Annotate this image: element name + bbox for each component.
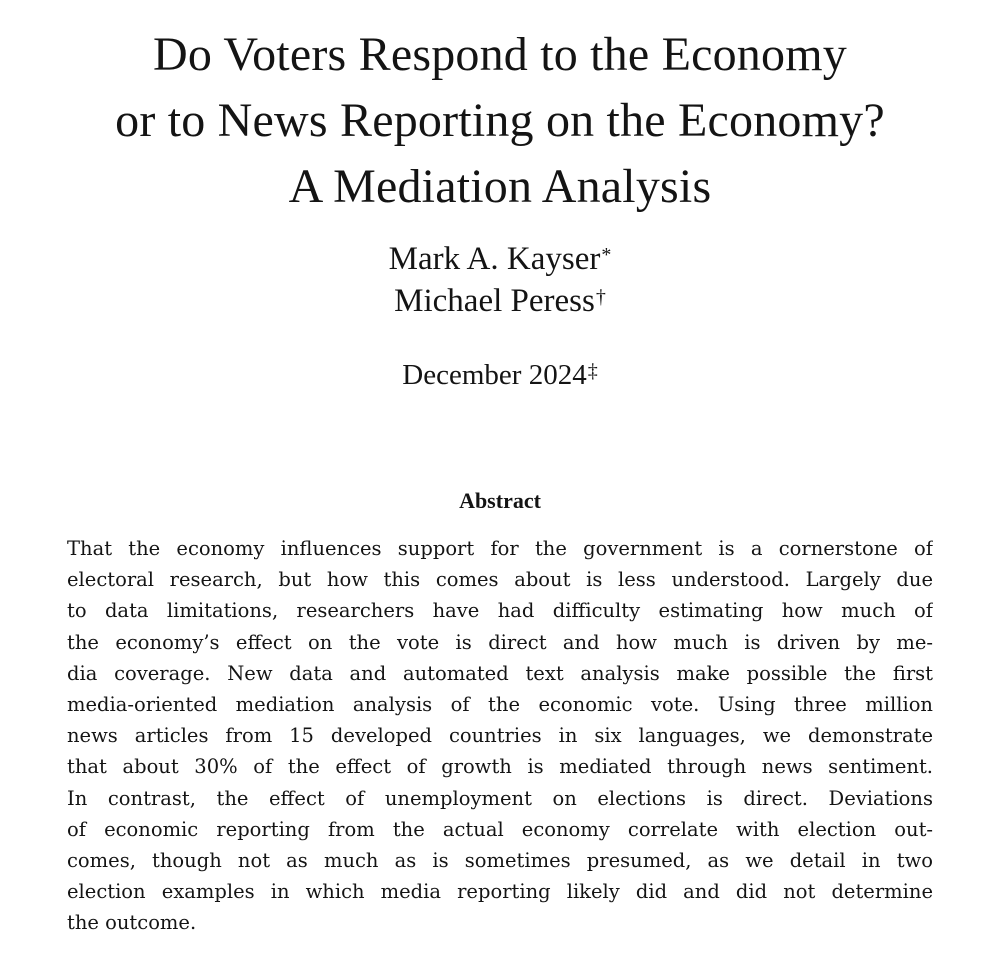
abstract-line: news articles from 15 developed countries in six languages, we demonstrate [67, 724, 933, 748]
abstract-line: In contrast, the effect of unemployment on elections is direct. Deviations [67, 786, 933, 810]
abstract-line: the economy’s effect on the vote is direct and how much is driven by me- [67, 630, 933, 654]
author-1 [0, 238, 1000, 280]
title-line-3: A Mediation Analysis [288, 160, 712, 213]
author-2 [0, 280, 1000, 322]
paper-title [0, 22, 1000, 220]
abstract-body [67, 533, 933, 938]
abstract-line: That the economy influences support for the government is a cornerstone of [67, 537, 933, 560]
abstract-line: election examples in which media reporting likely did and did not determine [67, 880, 933, 904]
date-text: December 2024 [402, 359, 587, 391]
abstract-line: the outcome. [67, 911, 197, 935]
title-line-2: or to News Reporting on the Economy? [115, 94, 885, 147]
abstract-line: of economic reporting from the actual economy correlate with election out- [67, 817, 933, 841]
date-footnote-mark[interactable]: ‡ [587, 360, 598, 382]
title-line-1: Do Voters Respond to the Economy [153, 28, 847, 81]
abstract-heading: Abstract [459, 488, 541, 513]
abstract-line: dia coverage. New data and automated text analysis make possible the first [67, 661, 933, 685]
author-list [0, 238, 1000, 322]
author-footnote-mark[interactable]: † [595, 286, 606, 308]
abstract-line: electoral research, but how this comes about is less understood. Largely due [67, 568, 933, 592]
author-name: Michael Peress [394, 283, 595, 319]
abstract-line: that about 30% of the effect of growth is mediated through news sentiment. [67, 755, 933, 779]
abstract-line: to data limitations, researchers have had difficulty estimating how much of [67, 599, 933, 623]
author-name: Mark A. Kayser [388, 241, 601, 277]
publication-date [0, 355, 1000, 395]
abstract-line: comes, though not as much as is sometimes presumed, as we detail in two [67, 848, 933, 872]
author-footnote-mark[interactable]: * [601, 244, 612, 266]
abstract-line: media-oriented mediation analysis of the economic vote. Using three million [67, 692, 933, 716]
